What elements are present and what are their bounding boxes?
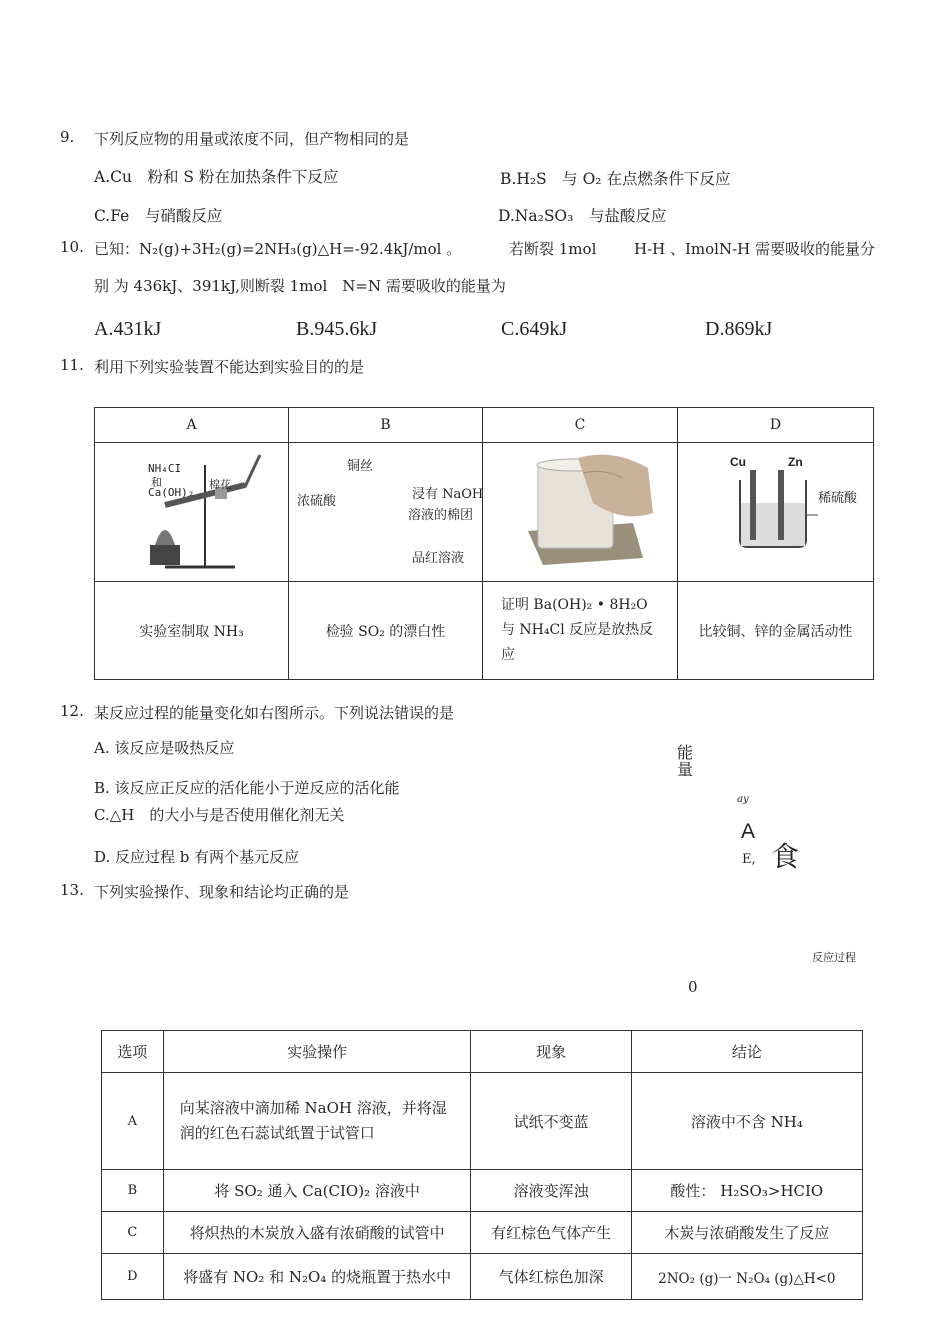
- q11-purpose-b: 检验 SO₂ 的漂白性: [289, 582, 483, 680]
- q13-row-b-option: B: [102, 1170, 164, 1212]
- graph-ylabel-2: 量: [677, 760, 694, 779]
- table-row: [102, 1254, 863, 1300]
- q13-header-phenomenon: 现象: [471, 1031, 631, 1073]
- q13-number: 13.: [60, 881, 84, 899]
- q13-row-b-phenomenon: 溶液变浑浊: [471, 1170, 631, 1212]
- q11-figure-b: [289, 443, 483, 582]
- q13-row-d-operation: 将盛有 NO₂ 和 N₂O₄ 的烧瓶置于热水中: [163, 1254, 471, 1300]
- q9-option-d: D.Na₂SO₃ 与盐酸反应: [498, 207, 667, 225]
- table-row: [102, 1212, 863, 1254]
- q13-row-c-option: C: [102, 1212, 164, 1254]
- figA-label-nh4cl: NH₄CI: [148, 462, 182, 475]
- q11-figure-c: [482, 443, 677, 582]
- graph-xlabel: 反应过程: [812, 952, 856, 964]
- figD-label-dilute-acid: 稀硫酸: [817, 491, 857, 506]
- beaker-hand-photo-icon: [483, 443, 677, 577]
- q13-row-d-phenomenon: 气体红棕色加深: [471, 1254, 631, 1300]
- figB-label-conc-h2so4: 浓硫酸: [297, 494, 337, 509]
- q11-purpose-c: 证明 Ba(OH)₂ • 8H₂O 与 NH₄Cl 反应是放热反应: [482, 582, 677, 680]
- q11-figure-d: [677, 443, 873, 582]
- q13-row-d-option: D: [102, 1254, 164, 1300]
- q11-number: 11.: [60, 356, 84, 374]
- q13-header-option: 选项: [102, 1031, 164, 1073]
- q11-purpose-a: 实验室制取 NH₃: [95, 582, 289, 680]
- figD-label-zn: Zn: [787, 455, 803, 469]
- q13-row-c-phenomenon: 有红棕色气体产生: [471, 1212, 631, 1254]
- table-row: [102, 1073, 863, 1170]
- q13-row-d-conclusion: 2NO₂ (g)一 N₂O₄ (g)△H<0: [631, 1254, 862, 1300]
- figD-label-cu: Cu: [729, 455, 746, 469]
- q12-option-d: D. 反应过程 b 有两个基元反应: [94, 848, 300, 866]
- q9-stem: 下列反应物的用量或浓度不同，但产物相同的是: [94, 130, 410, 148]
- q9-option-c: C.Fe 与硝酸反应: [94, 207, 223, 225]
- q10-option-a: A.431kJ: [94, 318, 162, 340]
- q11-header-b: B: [289, 408, 483, 443]
- figB-label-magenta: 品红溶液: [412, 551, 465, 566]
- q13-row-a-conclusion: 溶液中不含 NH₄: [631, 1073, 862, 1170]
- q9-option-a: A.Cu 粉和 S 粉在加热条件下反应: [94, 168, 339, 186]
- figA-label-and: 和: [151, 476, 162, 489]
- q10-stem-line2: 别 为 436kJ、391kJ,则断裂 1mol N=N 需要吸收的能量为: [94, 277, 506, 295]
- q9-number: 9.: [60, 128, 75, 146]
- q13-row-a-operation: 向某溶液中滴加稀 NaOH 溶液，并将湿 润的红色石蕊试纸置于试管口: [163, 1073, 471, 1170]
- figA-label-caoh2: Ca(OH)₂: [148, 486, 195, 499]
- q10-option-b: B.945.6kJ: [296, 318, 378, 340]
- q10-stem-part1: 已知：N₂(g)+3H₂(g)=2NH₃(g)△H=-92.4kJ/mol 。: [94, 240, 462, 258]
- q12-option-b: B. 该反应正反应的活化能小于逆反应的活化能: [94, 779, 400, 797]
- q11-stem: 利用下列实验装置不能达到实验目的的是: [94, 358, 365, 376]
- q10-stem-part3: H-H 、ImolN-H 需要吸收的能量分: [634, 240, 876, 258]
- q9-option-b: B.H₂S 与 O₂ 在点燃条件下反应: [500, 170, 731, 188]
- q13-row-b-operation: 将 SO₂ 通入 Ca(CIO)₂ 溶液中: [163, 1170, 471, 1212]
- q11-header-a: A: [95, 408, 289, 443]
- q10-option-d: D.869kJ: [705, 318, 773, 340]
- graph-ay-label: ay: [737, 794, 749, 805]
- q13-experiment-table: [101, 1030, 863, 1300]
- figB-label-cotton-ball: 溶液的棉团: [408, 508, 474, 523]
- q13-stem: 下列实验操作、现象和结论均正确的是: [94, 883, 350, 901]
- q13-row-a-option: A: [102, 1073, 164, 1170]
- q13-row-c-operation: 将炽热的木炭放入盛有浓硝酸的试管中: [163, 1212, 471, 1254]
- q11-figure-a: [95, 443, 289, 582]
- graph-e-label: E,: [742, 852, 756, 867]
- q13-row-b-conclusion: 酸性： H₂SO₃>HCIO: [631, 1170, 862, 1212]
- q13-header-conclusion: 结论: [631, 1031, 862, 1073]
- ammonia-apparatus-icon: [95, 445, 289, 579]
- q10-number: 10.: [60, 238, 84, 256]
- figA-label-cotton: 棉花: [209, 478, 231, 491]
- figB-label-copper-wire: 铜丝: [347, 459, 374, 474]
- q10-option-c: C.649kJ: [501, 318, 568, 340]
- table-row: [102, 1170, 863, 1212]
- q12-option-c: C.△H 的大小与是否使用催化剂无关: [94, 806, 345, 824]
- q13-row-a-phenomenon: 试纸不变蓝: [471, 1073, 631, 1170]
- q12-stem: 某反应过程的能量变化如右图所示。下列说法错误的是: [94, 704, 455, 722]
- q10-stem-part2: 若断裂 1mol: [509, 240, 597, 258]
- graph-a-label: A: [741, 820, 756, 843]
- q11-purpose-d: 比较铜、锌的金属活动性: [677, 582, 873, 680]
- graph-origin-zero: 0: [688, 978, 698, 996]
- graph-shi-label: 食: [771, 840, 800, 873]
- figB-label-naoh: 浸有 NaOH: [412, 487, 484, 502]
- q11-header-c: C: [482, 408, 677, 443]
- q11-header-d: D: [677, 408, 873, 443]
- galvanic-cell-icon: [678, 445, 874, 579]
- graph-ylabel-1: 能: [677, 743, 694, 762]
- q12-number: 12.: [60, 702, 84, 720]
- q11-apparatus-table: [94, 407, 874, 680]
- q12-option-a: A. 该反应是吸热反应: [94, 739, 235, 757]
- q13-header-operation: 实验操作: [163, 1031, 471, 1073]
- q13-row-c-conclusion: 木炭与浓硝酸发生了反应: [631, 1212, 862, 1254]
